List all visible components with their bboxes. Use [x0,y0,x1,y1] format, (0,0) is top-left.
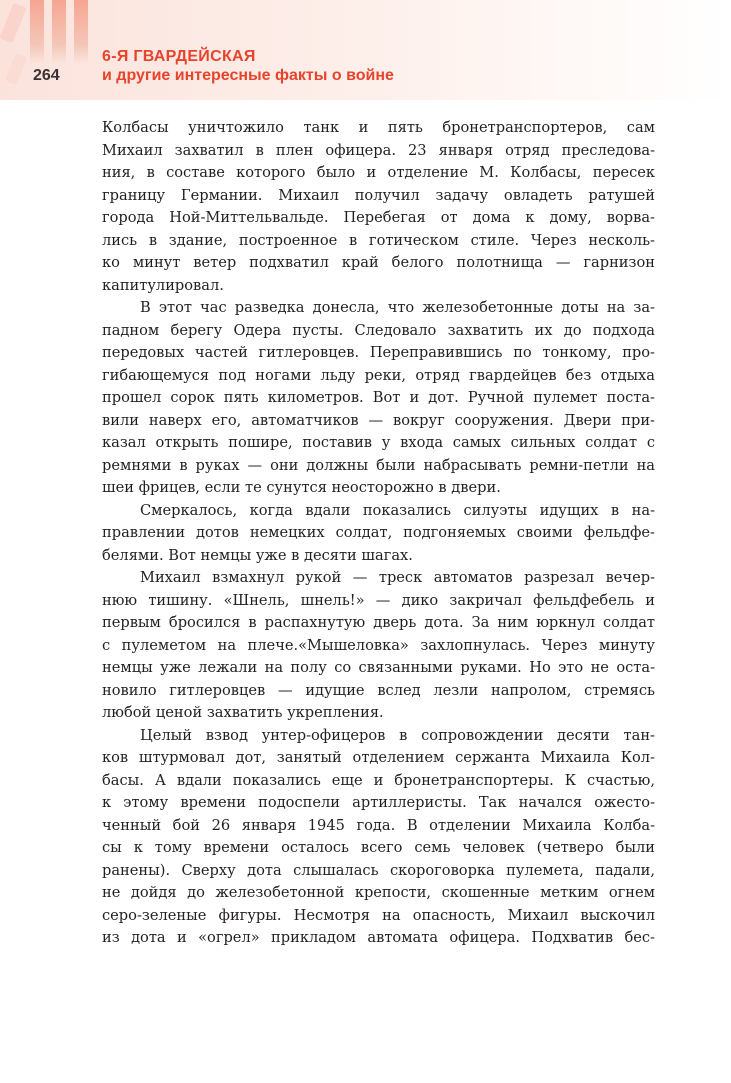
text-line: Целый взвод унтер-офицеров в сопровождении десяти тан- [140,726,655,744]
text-line: с пулеметом на плече.«Мышеловка» захлопнулась. Через минуту [102,636,655,654]
text-line: новило гитлеровцев — идущие вслед лезли напролом, стремясь [102,681,655,699]
text-line: падном берегу Одера пусты. Следовало захватить их до подхода [102,321,655,339]
text-line: капитулировал. [102,276,224,294]
text-line: из дота и «огрел» прикладом автомата офицера. Подхватив бес- [102,929,655,946]
decorative-stripe [52,0,66,64]
text-line: прошел сорок пять километров. Вот и дот. Ручной пулемет поста- [102,389,655,406]
text-line: передовых частей гитлеровцев. Переправившись по тонкому, про- [102,344,655,361]
text-line: Михаил взмахнул рукой — треск автоматов разрезал вечер- [140,569,655,586]
text-line: серо-зеленые фигуры. Несмотря на опасность, Михаил выскочил [102,906,655,924]
decorative-stripe [74,0,88,64]
text-line: ранены). Сверху дота слышалась скороговорка пулемета, падали, [102,861,655,879]
text-line: любой ценой захватить укрепления. [102,704,384,721]
text-line: Смеркалось, когда вдали показались силуэты идущих в на- [140,501,655,519]
running-subtitle: и другие интересные факты о войне [102,67,394,84]
text-line: ко минут ветер подхватил край белого полотнища — гарнизон [102,254,655,271]
text-line: правлении дотов немецких солдат, подгоняемых своими фельдфе- [102,524,655,541]
text-line: Михаил захватил в плен офицера. 23 января отряд преследова- [102,141,655,159]
text-line: ремнями в руках — они должны были набрасывать ремни-петли на [102,456,655,474]
page-number: 264 [33,67,60,84]
text-line: немцы уже лежали на полу со связанными руками. Но это не оста- [102,659,655,676]
body-text [102,117,655,950]
decorative-shape [5,53,27,85]
text-line: шеи фрицев, если те сунутся неосторожно в двери. [102,479,501,496]
text-line: вили наверх его, автоматчиков — вокруг сооружения. Двери при- [102,411,655,429]
text-line: ния, в составе которого было и отделение М. Колбасы, пересек [102,164,655,181]
text-line: границу Германии. Михаил получил задачу овладеть ратушей [102,186,655,204]
text-line: В этот час разведка донесла, что железобетонные доты на за- [140,299,655,316]
text-line: Колбасы уничтожило танк и пять бронетранспортеров, сам [102,119,655,136]
text-line: первым бросился в распахнутую дверь дота. За ним юркнул солдат [102,614,655,631]
text-line: к этому времени подоспели артиллеристы. Так начался ожесто- [102,794,655,811]
text-line: гибающемуся под ногами льду реки, отряд гвардейцев без отдыха [102,366,655,384]
text-line: ков штурмовал дот, занятый отделением сержанта Михаила Кол- [102,749,655,766]
text-line: белями. Вот немцы уже в десяти шагах. [102,546,413,564]
text-line: ченный бой 26 января 1945 года. В отделении Михаила Колба- [102,816,655,834]
text-line: лись в здание, построенное в готическом стиле. Через несколь- [102,231,655,249]
text-line: нюю тишину. «Шнель, шнель!» — дико закричал фельдфебель и [102,591,655,609]
text-line: казал открыть пошире, поставив у входа самых сильных солдат с [102,434,655,451]
decorative-shape [0,3,27,43]
text-line: басы. А вдали показались еще и бронетранспортеры. К счастью, [102,771,655,789]
decorative-stripe [30,0,44,64]
running-title: 6-Я ГВАРДЕЙСКАЯ [102,48,256,65]
text-line: не дойдя до железобетонной крепости, скошенные метким огнем [102,884,655,901]
decorative-stripes [0,0,100,100]
text-line: города Ной-Миттельвальде. Перебегая от дома к дому, ворва- [102,209,655,226]
text-line: сы к тому времени осталось всего семь человек (четверо были [102,839,655,856]
